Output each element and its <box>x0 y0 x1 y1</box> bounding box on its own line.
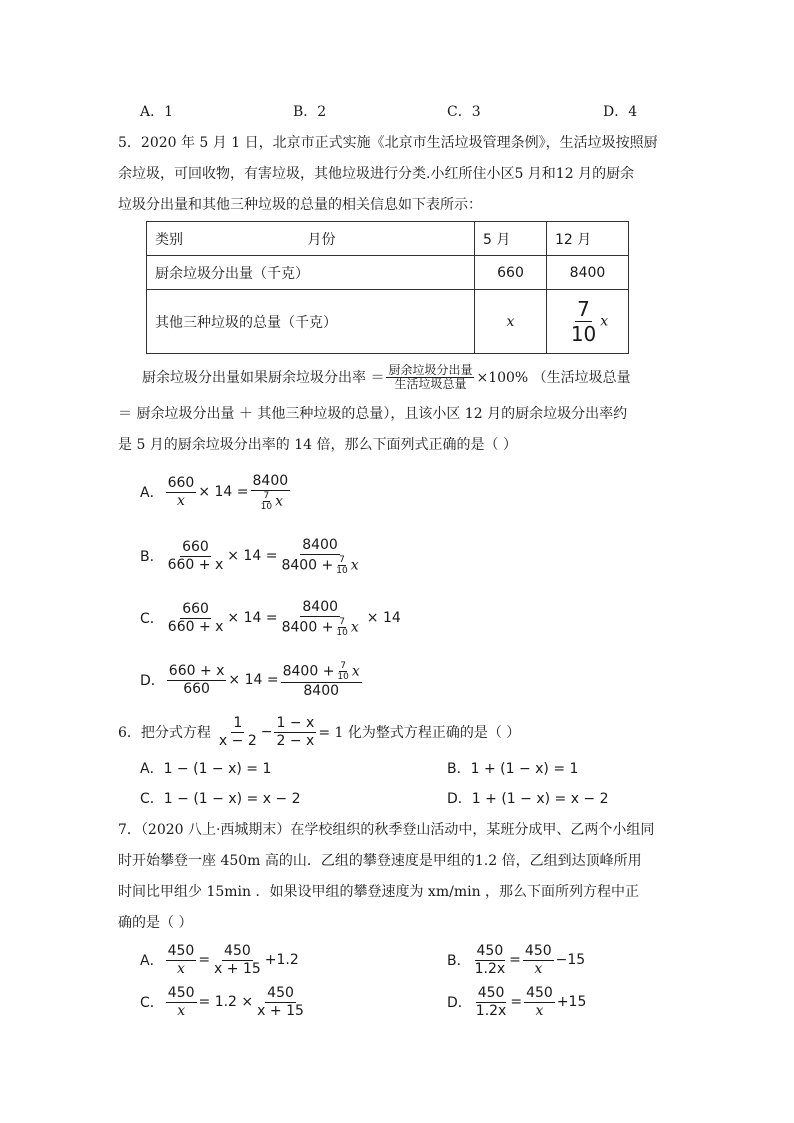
rate-num: 厨余垃圾分出量 <box>388 362 473 377</box>
q5-option-b <box>140 534 363 578</box>
opt-c-tail: × 14 <box>366 610 401 626</box>
table-row1-dec: 8400 <box>547 256 629 290</box>
opt-b-d2: 8400 + <box>281 557 334 573</box>
q5-option-c <box>140 596 401 640</box>
q5-line-3: 垃圾分出量和其他三种垃圾的总量的相关信息如下表所示： <box>118 197 482 213</box>
q7-line-2: 时开始攀登一座 450m 高的山．乙组的攀登速度是甲组的1.2 倍，乙组到达顶峰所用 <box>118 853 642 869</box>
opt-d-n2p: 8400 + <box>282 663 335 679</box>
opt-b-d1: 660 + x <box>167 556 224 573</box>
q7-c-label: C． <box>140 995 164 1011</box>
q7-b-d1: 1.2x <box>474 960 506 977</box>
q6-f1-den: x − 2 <box>218 732 257 749</box>
q7-a-tail: +1.2 <box>264 952 299 968</box>
q7-d-d2: x <box>535 1002 544 1019</box>
q7-c-n2: 450 <box>267 984 294 1001</box>
q4-option-d: D．4 <box>603 104 638 120</box>
table-row2-dec <box>547 290 629 354</box>
q6-f2-den: 2 − x <box>276 732 315 749</box>
q5-option-a <box>140 470 292 514</box>
opt-c-v: x <box>350 619 359 635</box>
q7-d-n1: 450 <box>477 984 505 1001</box>
opt-a-times: × 14 = <box>198 484 249 500</box>
dec-frac-num: 7 <box>577 297 590 321</box>
opt-c-times: × 14 = <box>227 610 278 626</box>
table-row1-label: 厨余垃圾分出量（千克） <box>147 256 475 290</box>
q7-b-n2: 450 <box>524 942 552 959</box>
q7-line-4: 确的是（ ） <box>118 915 193 931</box>
table-row2-may: x <box>475 290 547 354</box>
opt-b-label: B． <box>140 549 164 565</box>
opt-d-sn: 7 <box>340 660 347 671</box>
q7-b-label: B． <box>447 953 471 969</box>
q7-c-eq: = 1.2 × <box>198 994 254 1010</box>
q7-d-d1: 1.2x <box>475 1002 507 1019</box>
q7-option-b <box>447 940 585 980</box>
q7-d-tail: +15 <box>556 994 587 1010</box>
opt-b-n1: 660 <box>182 538 209 555</box>
opt-b-sd: 10 <box>336 565 348 576</box>
opt-d-sd: 10 <box>337 671 349 682</box>
q7-b-d2: x <box>534 960 543 977</box>
opt-d-times: × 14 = <box>228 672 279 688</box>
q5-line-6: 是 5 月的厨余垃圾分出率的 14 倍，那么下面列式正确的是（ ） <box>118 437 517 453</box>
opt-a-label: A． <box>140 485 164 501</box>
opt-c-label: C． <box>140 611 164 627</box>
q5-line-5: ＝ 厨余垃圾分出量 ＋ 其他三种垃圾的总量），且该小区 12 月的厨余垃圾分出率约 <box>118 406 628 422</box>
q6-option-b: B．1 + (1 − x) = 1 <box>447 761 579 777</box>
rate-prefix: 厨余垃圾分出量如果厨余垃圾分出率 ＝ <box>142 370 385 386</box>
q6-prefix: 6．把分式方程 <box>118 725 211 741</box>
opt-d-label: D． <box>140 673 165 689</box>
q7-option-c <box>140 982 308 1022</box>
q7-a-eq: = <box>198 952 211 968</box>
table-header-category <box>147 222 475 256</box>
q7-c-d1: x <box>177 1002 186 1019</box>
q7-d-label: D． <box>447 995 472 1011</box>
opt-a-sn: 7 <box>263 490 270 501</box>
q7-a-label: A． <box>140 953 164 969</box>
opt-b-times: × 14 = <box>227 548 278 564</box>
q5-line-1: 5．2020 年 5 月 1 日，北京市正式实施《北京市生活垃圾管理条例》，生活垃圾按照厨 <box>118 135 658 151</box>
q7-a-n2: 450 <box>224 942 251 959</box>
q7-b-tail: −15 <box>555 952 586 968</box>
q6-suffix: = 1 化为整式方程正确的是（ ） <box>318 725 521 741</box>
q6-option-a: A．1 − (1 − x) = 1 <box>140 761 272 777</box>
opt-c-d2: 8400 + <box>281 619 334 635</box>
q7-option-d <box>447 982 586 1022</box>
table-row2-label: 其他三种垃圾的总量（千克） <box>147 290 475 354</box>
table-row1-may: 660 <box>475 256 547 290</box>
q6-option-d: D．1 + (1 − x) = x − 2 <box>447 791 609 807</box>
q5-data-table <box>146 221 629 354</box>
q4-option-b: B．2 <box>293 104 327 120</box>
rate-suffix: ×100% （生活垃圾总量 <box>476 370 631 386</box>
opt-d-d1: 660 <box>183 680 210 697</box>
q7-option-a <box>140 940 299 980</box>
q7-d-n2: 450 <box>526 984 553 1001</box>
opt-a-sd: 10 <box>260 501 273 512</box>
q7-a-d2: x + 15 <box>214 960 261 977</box>
q6-f1-num: 1 <box>233 714 243 731</box>
q5-rate-line <box>142 358 631 396</box>
q4-option-c: C．3 <box>447 104 481 120</box>
opt-b-n2: 8400 <box>302 536 338 553</box>
opt-c-sn: 7 <box>339 616 346 627</box>
opt-d-v: x <box>351 663 360 679</box>
opt-a-n2: 8400 <box>252 472 289 489</box>
opt-d-d2: 8400 <box>303 682 340 699</box>
q7-b-n1: 450 <box>476 942 504 959</box>
opt-b-sn: 7 <box>339 554 345 565</box>
opt-c-n2: 8400 <box>302 598 339 615</box>
q7-line-3: 时间比甲组少 15min ．如果设甲组的攀登速度为 xm/min ，那么下面所列方程中正 <box>118 884 640 900</box>
header-month-label: 月份 <box>307 231 336 248</box>
q7-c-d2: x + 15 <box>257 1002 304 1019</box>
header-category-label: 类别 <box>155 231 183 248</box>
opt-a-d1: x <box>176 492 185 509</box>
q7-c-n1: 450 <box>167 984 195 1001</box>
rate-den: 生活垃圾总量 <box>394 376 467 391</box>
q6-stem <box>118 712 520 752</box>
q7-d-eq: = <box>510 994 523 1010</box>
q6-f2-num: 1 − x <box>276 714 315 731</box>
dec-frac-den: 10 <box>570 322 597 346</box>
q6-minus: − <box>260 724 273 740</box>
opt-c-sd: 10 <box>336 627 348 638</box>
q4-option-a: A．1 <box>140 104 174 120</box>
opt-a-v: x <box>275 493 283 509</box>
q7-a-d1: x <box>176 960 185 977</box>
q7-b-eq: = <box>509 952 521 968</box>
q7-a-n1: 450 <box>167 942 195 959</box>
dec-frac-var: x <box>600 313 609 330</box>
table-header-dec: 12 月 <box>547 222 629 256</box>
opt-c-d1: 660 + x <box>167 618 224 635</box>
q5-option-d <box>140 658 364 702</box>
opt-d-n1: 660 + x <box>168 662 225 679</box>
q7-line-1: 7．（2020 八上·西城期末）在学校组织的秋季登山活动中，某班分成甲、乙两个小组同 <box>118 822 655 838</box>
opt-b-v: x <box>350 557 359 573</box>
q5-line-2: 余垃圾，可回收物，有害垃圾，其他垃圾进行分类.小红所住小区5 月和12 月的厨余 <box>118 166 635 182</box>
q6-option-c: C．1 − (1 − x) = x − 2 <box>140 791 301 807</box>
opt-c-n1: 660 <box>182 600 209 617</box>
table-header-may: 5 月 <box>475 222 547 256</box>
opt-a-n1: 660 <box>167 474 195 491</box>
